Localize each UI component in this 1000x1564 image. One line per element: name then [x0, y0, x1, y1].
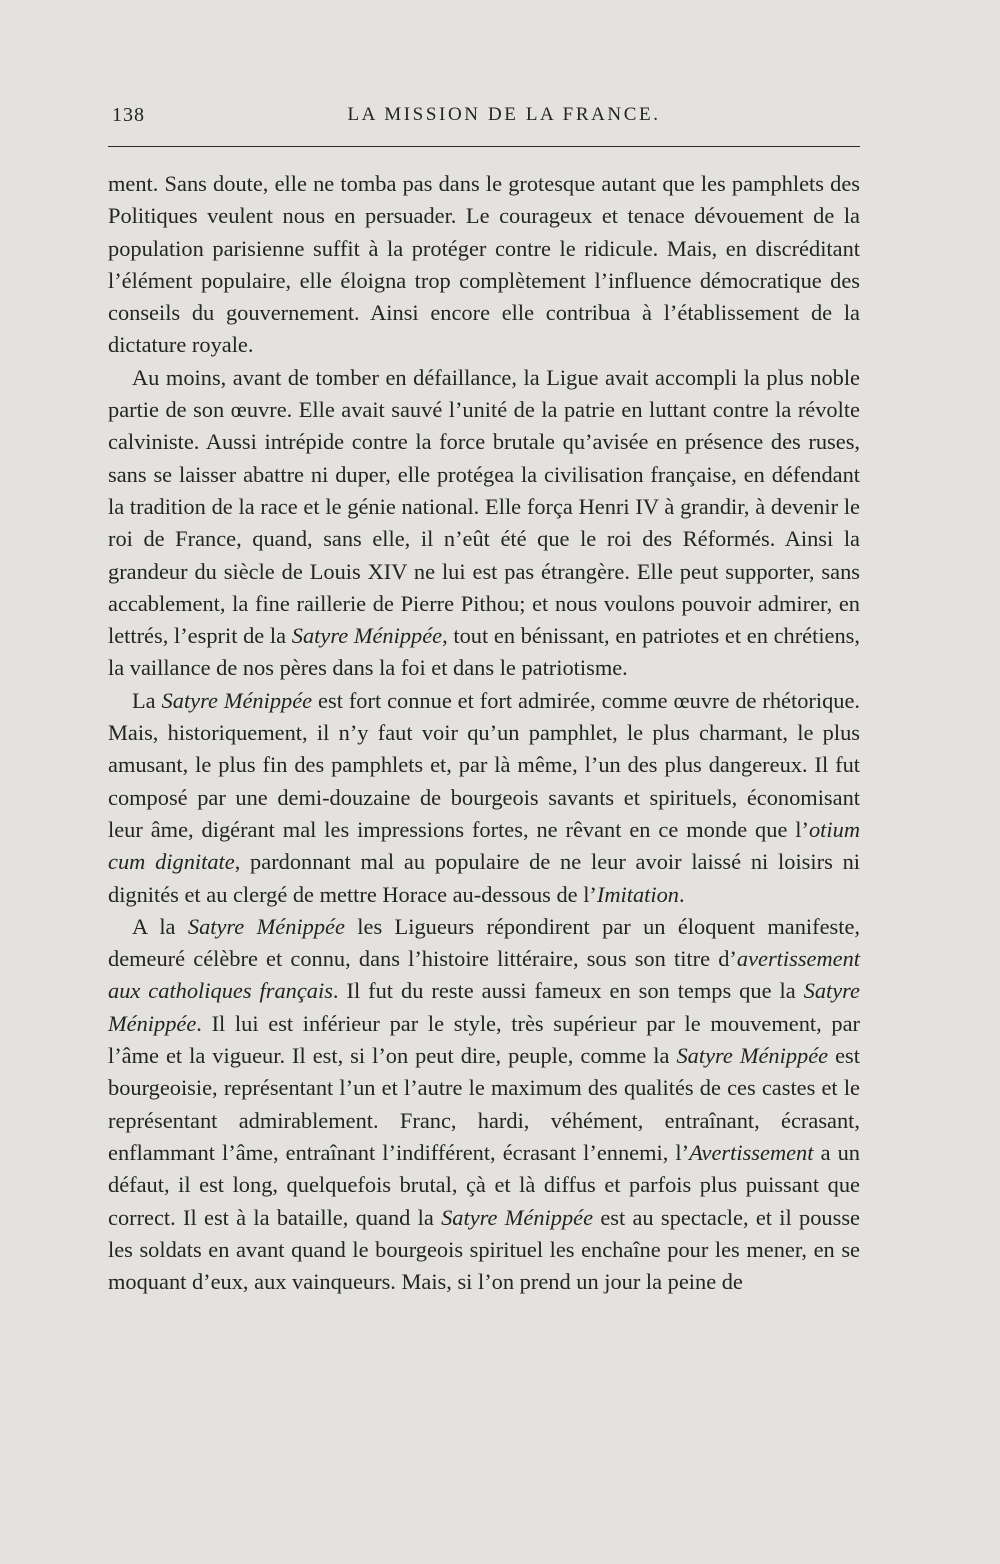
text-run: est fort connue et fort admirée, comme œuvre de rhétorique. Mais, historiquement, il n’y faut voir qu’un pamphlet, le plus charmant, le plus amusant, le plus fin des pamphlets et, par là même, l’un des plus dangereux. Il fut composé par une demi-douzaine de bourgeois savants et spirituels, économisant leur âme, digérant mal les impressions fortes, ne rêvant en ce monde que l’ — [108, 687, 861, 842]
italic-text: Satyre Ménippée — [291, 623, 443, 649]
text-run: . Il fut du reste aussi fameux en son temps que la — [332, 978, 804, 1004]
text-run: ment. Sans doute, elle ne tomba pas dans le grotesque autant que les pamphlets des Politiques veulent nous en persuader. Le courageux et tenace dévouement de la population parisienne suffit à la protéger contre le ridicule. Mais, en discréditant l’élément populaire, elle éloigna trop complètement l’influence démocratique des conseils du gouvernement. Ainsi encore elle contribua à l’établissement de la dictature royale. — [108, 171, 860, 358]
page-number: 138 — [112, 104, 145, 126]
paragraph — [108, 168, 860, 362]
italic-text: Satyre Ménippée — [441, 1204, 594, 1230]
text-run: les Ligueurs répondirent par un éloquent manifeste, demeuré célèbre et connu, dans l’histoire littéraire, sous son titre d’ — [108, 913, 860, 972]
text-run: A la — [132, 913, 188, 939]
italic-text: Satyre Ménippée — [108, 978, 860, 1036]
italic-text: Satyre Ménippée — [161, 687, 313, 713]
italic-text: avertissement aux catholiques français — [108, 946, 860, 1004]
text-run: . Il lui est inférieur par le style, très supérieur par le mouvement, par l’âme et la vigueur. Il est, si l’on peut dire, peuple, comme la — [108, 1010, 860, 1069]
header-rule — [108, 146, 860, 147]
text-run: est bourgeoisie, représentant l’un et l’autre le maximum des qualités de ces castes et le représentant admirablement. Franc, hardi, véhément, entraînant, écrasant, enflammant l’âme, entraînant l’indifférent, écrasant l’ennemi, l’ — [108, 1043, 860, 1165]
italic-text: Imitation — [596, 881, 679, 907]
paragraph — [108, 911, 860, 1299]
paragraph — [108, 685, 860, 911]
italic-text: Satyre Ménippée — [187, 913, 345, 939]
text-run: est au spectacle, et il pousse les soldats en avant quand le bourgeois spirituel les enchaîne pour les mener, en se moquant d’eux, aux vainqueurs. Mais, si l’on prend un jour la peine de — [108, 1204, 860, 1295]
paragraph — [108, 362, 860, 685]
italic-text: otium cum dignitate — [108, 816, 860, 875]
body-text — [108, 168, 860, 1298]
text-run: Au moins, avant de tomber en défaillance, la Ligue avait accompli la plus noble partie de son œuvre. Elle avait sauvé l’unité de la patrie en luttant contre la révolte calviniste. Aussi intrépide contre la force brutale qu’avisée en présence des ruses, sans se laisser abattre ni duper, elle protégea la civilisation française, en défendant la tradition de la race et le génie national. Elle força Henri IV à grandir, à devenir le roi de France, quand, sans elle, il n’eût été que le roi des Réformés. Ainsi la grandeur du siècle de Louis XIV ne lui est pas étrangère. Elle peut supporter, sans accablement, la fine raillerie de Pierre Pithou; et nous voulons pouvoir admirer, en lettrés, l’esprit de la — [108, 364, 860, 649]
text-run: a un défaut, il est long, quelquefois brutal, çà et là diffus et parfois plus puissant que correct. Il est à la bataille, quand la — [108, 1139, 860, 1230]
text-run: . — [679, 881, 685, 907]
italic-text: Satyre Ménippée — [676, 1043, 829, 1069]
running-title: LA MISSION DE LA FRANCE. — [347, 104, 661, 125]
text-run: La — [132, 687, 162, 713]
page-header — [108, 100, 860, 132]
italic-text: Avertissement — [689, 1139, 814, 1165]
text-run: , tout en bénissant, en patriotes et en chrétiens, la vaillance de nos pères dans la foi et dans le patriotisme. — [108, 623, 860, 681]
text-run: , pardonnant mal au populaire de ne leur avoir laissé ni loisirs ni dignités et au clergé de mettre Horace au-dessous de l’ — [108, 849, 860, 907]
